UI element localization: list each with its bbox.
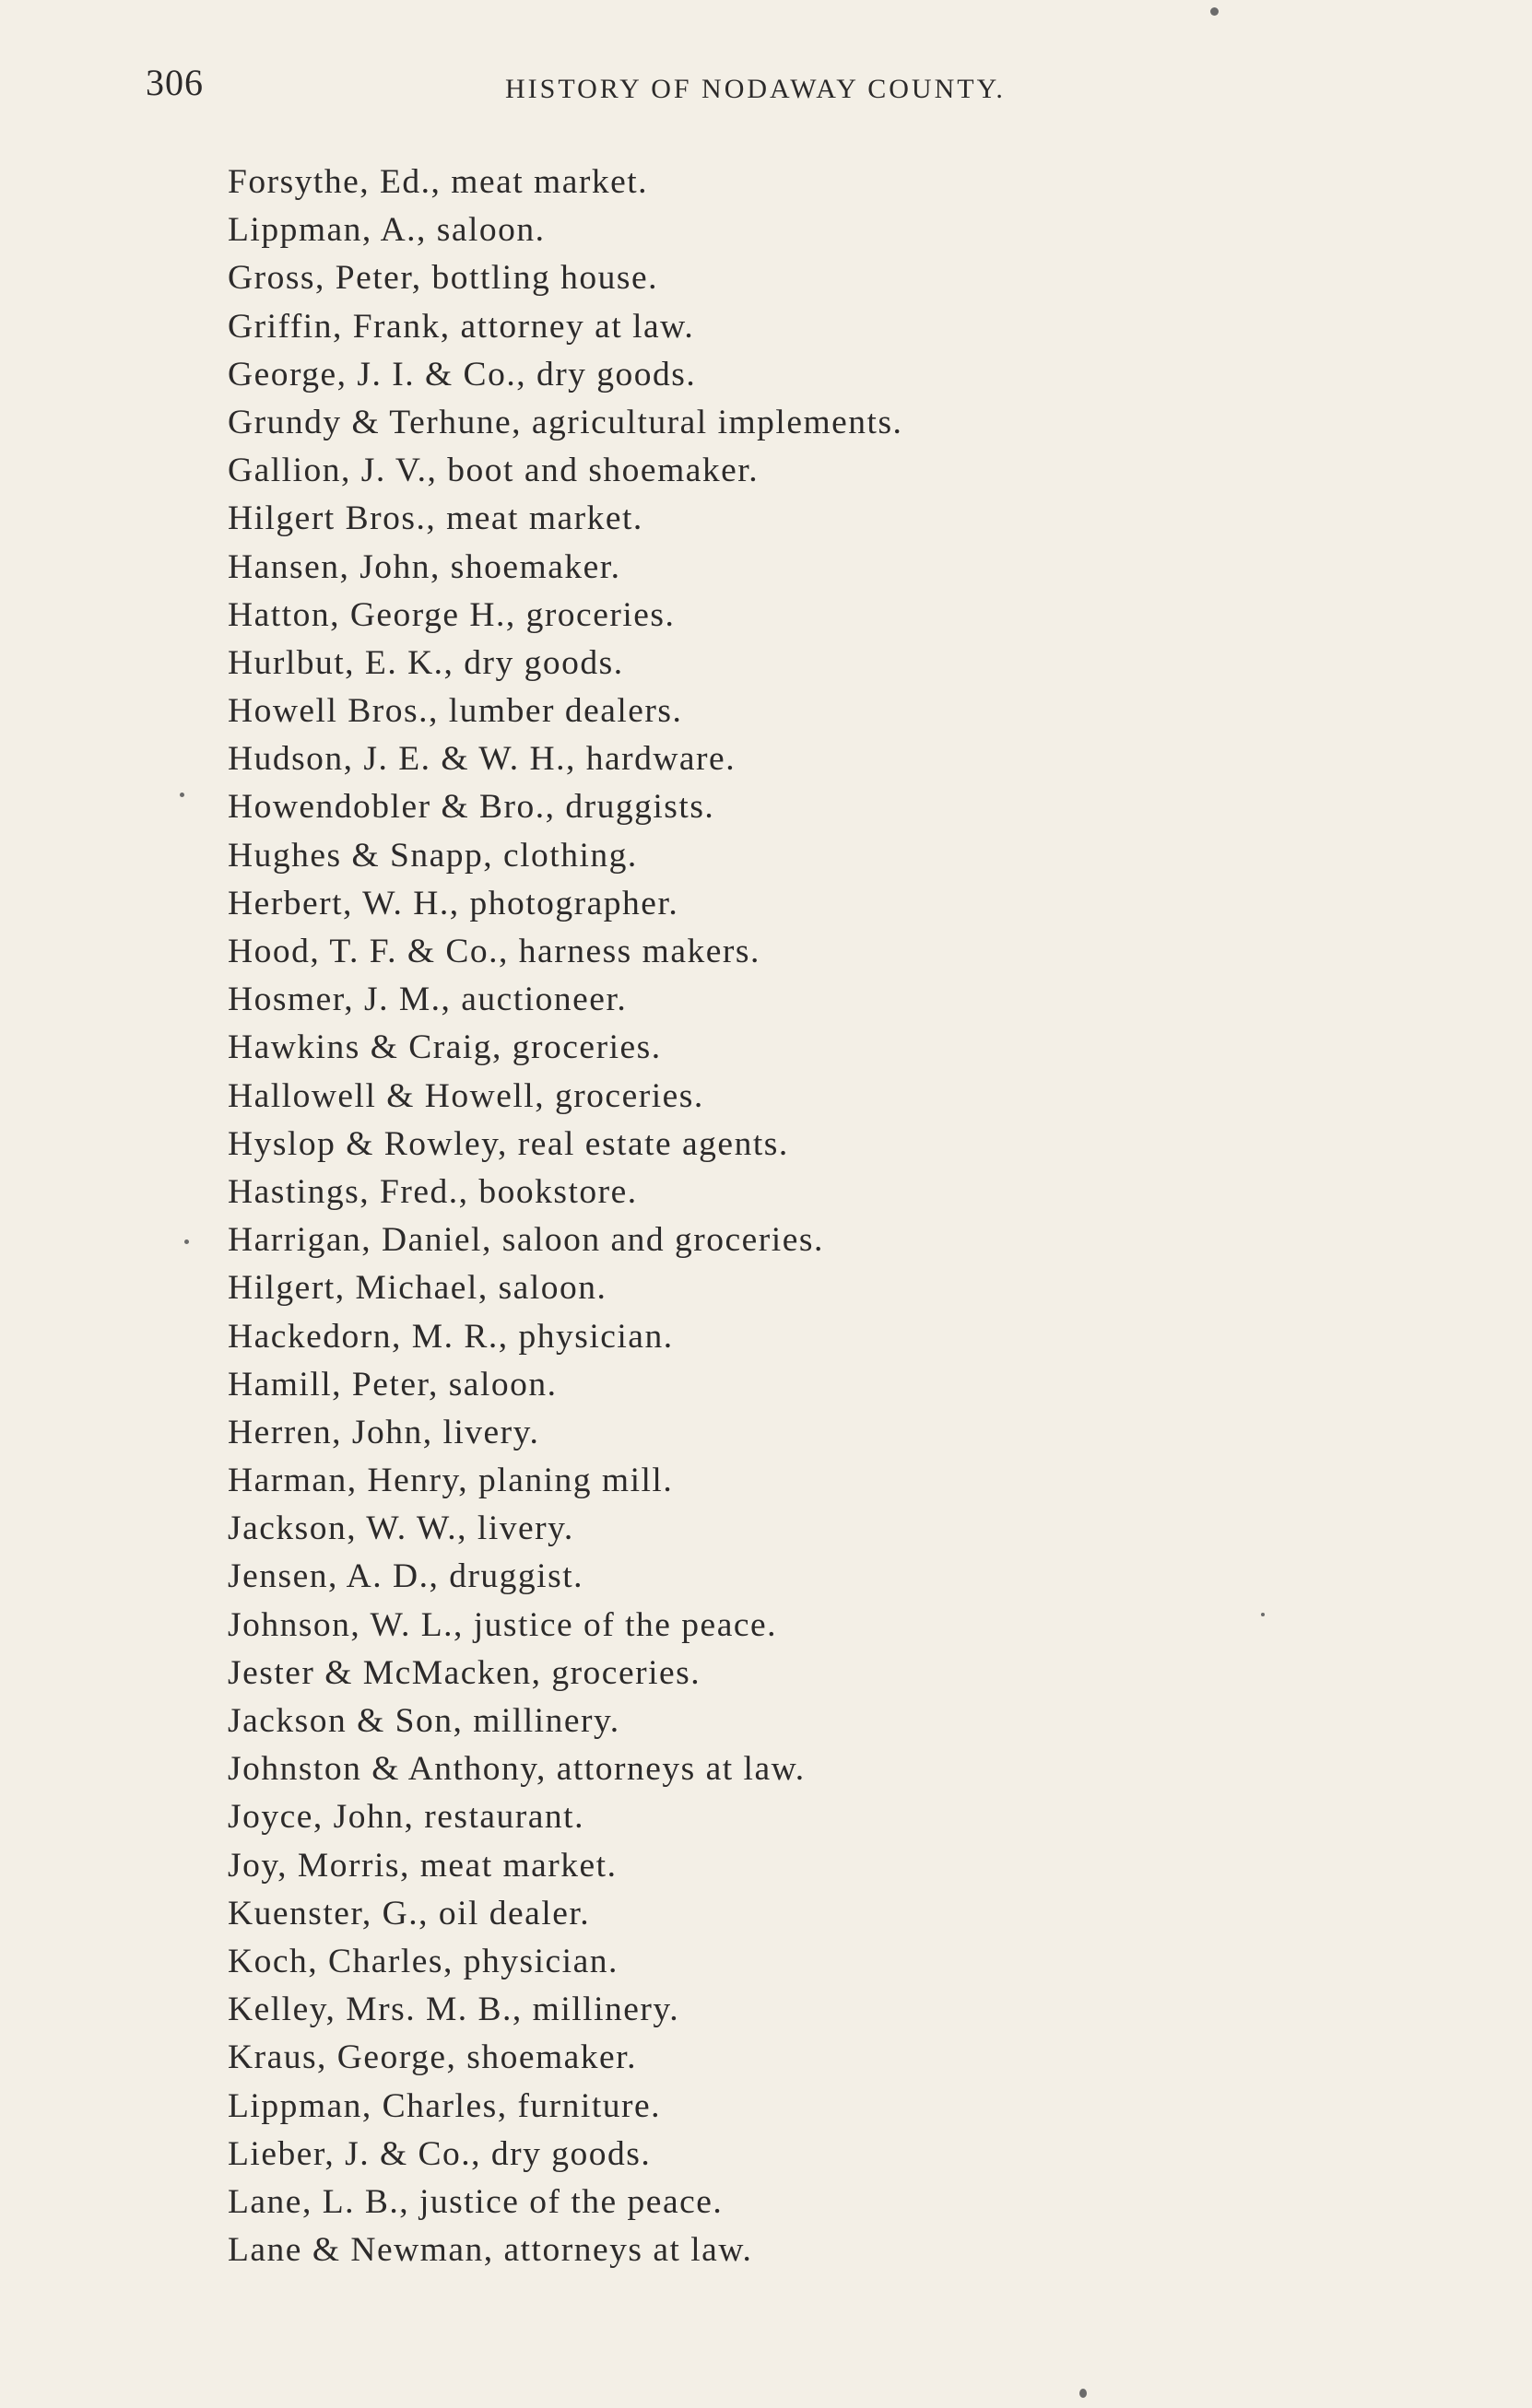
- paper-speck: [1079, 2389, 1087, 2398]
- directory-entry: Hallowell & Howell, groceries.: [228, 1076, 704, 1115]
- directory-entry: Harrigan, Daniel, saloon and groceries.: [228, 1221, 824, 1260]
- directory-entry: Lane, L. B., justice of the peace.: [228, 2182, 724, 2221]
- directory-entry: Harman, Henry, planing mill.: [228, 1462, 674, 1500]
- running-head-title: HISTORY OF NODAWAY COUNTY.: [505, 74, 1006, 104]
- directory-entry: Jackson & Son, millinery.: [228, 1702, 620, 1740]
- directory-entry: Howell Bros., lumber dealers.: [228, 692, 683, 731]
- directory-entry: Hamill, Peter, saloon.: [228, 1365, 558, 1404]
- directory-entry: Kuenster, G., oil dealer.: [228, 1894, 591, 1932]
- directory-entry: George, J. I. & Co., dry goods.: [228, 355, 697, 394]
- directory-entry: Gallion, J. V., boot and shoemaker.: [228, 452, 760, 490]
- paper-speck: [1210, 7, 1219, 16]
- paper-speck: [184, 1239, 189, 1244]
- directory-entry: Jester & McMacken, groceries.: [228, 1653, 701, 1692]
- directory-entry: Hood, T. F. & Co., harness makers.: [228, 933, 760, 970]
- directory-entry: Howendobler & Bro., druggists.: [228, 788, 715, 827]
- directory-entry: Hudson, J. E. & W. H., hardware.: [228, 740, 737, 779]
- directory-entry: Lippman, A., saloon.: [228, 211, 546, 250]
- directory-entry: Forsythe, Ed., meat market.: [228, 163, 649, 201]
- directory-entry: Herren, John, livery.: [228, 1413, 540, 1451]
- directory-entry: Lieber, J. & Co., dry goods.: [228, 2134, 652, 2173]
- directory-entry: Hughes & Snapp, clothing.: [228, 836, 638, 875]
- directory-entry: Hurlbut, E. K., dry goods.: [228, 643, 624, 682]
- directory-entry: Hilgert Bros., meat market.: [228, 499, 643, 538]
- directory-entry: Jackson, W. W., livery.: [228, 1509, 574, 1548]
- directory-entry: Kraus, George, shoemaker.: [228, 2038, 637, 2077]
- paper-speck: [1261, 1613, 1265, 1616]
- directory-entry: Hansen, John, shoemaker.: [228, 547, 621, 586]
- directory-entry: Hilgert, Michael, saloon.: [228, 1269, 607, 1308]
- directory-entry: Griffin, Frank, attorney at law.: [228, 307, 695, 346]
- paper-speck: [180, 793, 184, 797]
- directory-entry: Lane & Newman, attorneys at law.: [228, 2231, 753, 2270]
- directory-entry: Herbert, W. H., photographer.: [228, 884, 679, 922]
- directory-entry: Koch, Charles, physician.: [228, 1942, 619, 1980]
- directory-entry: Hyslop & Rowley, real estate agents.: [228, 1124, 789, 1163]
- directory-entry: Joy, Morris, meat market.: [228, 1846, 618, 1885]
- directory-entry: Johnston & Anthony, attorneys at law.: [228, 1750, 806, 1789]
- directory-entry: Hawkins & Craig, groceries.: [228, 1028, 662, 1067]
- directory-entry: Kelley, Mrs. M. B., millinery.: [228, 1991, 680, 2029]
- directory-entry: Hastings, Fred., bookstore.: [228, 1172, 638, 1211]
- business-directory-list: [228, 159, 1380, 2274]
- directory-entry: Hackedorn, M. R., physician.: [228, 1317, 674, 1356]
- directory-entry: Hatton, George H., groceries.: [228, 595, 676, 634]
- directory-entry: Johnson, W. L., justice of the peace.: [228, 1605, 778, 1644]
- page-number: 306: [146, 62, 204, 103]
- directory-entry: Grundy & Terhune, agricultural implements.: [228, 403, 903, 441]
- directory-entry: Hosmer, J. M., auctioneer.: [228, 981, 628, 1019]
- directory-entry: Joyce, John, restaurant.: [228, 1798, 584, 1837]
- directory-entry: Lippman, Charles, furniture.: [228, 2086, 662, 2125]
- directory-entry: Jensen, A. D., druggist.: [228, 1557, 583, 1596]
- directory-entry: Gross, Peter, bottling house.: [228, 259, 658, 298]
